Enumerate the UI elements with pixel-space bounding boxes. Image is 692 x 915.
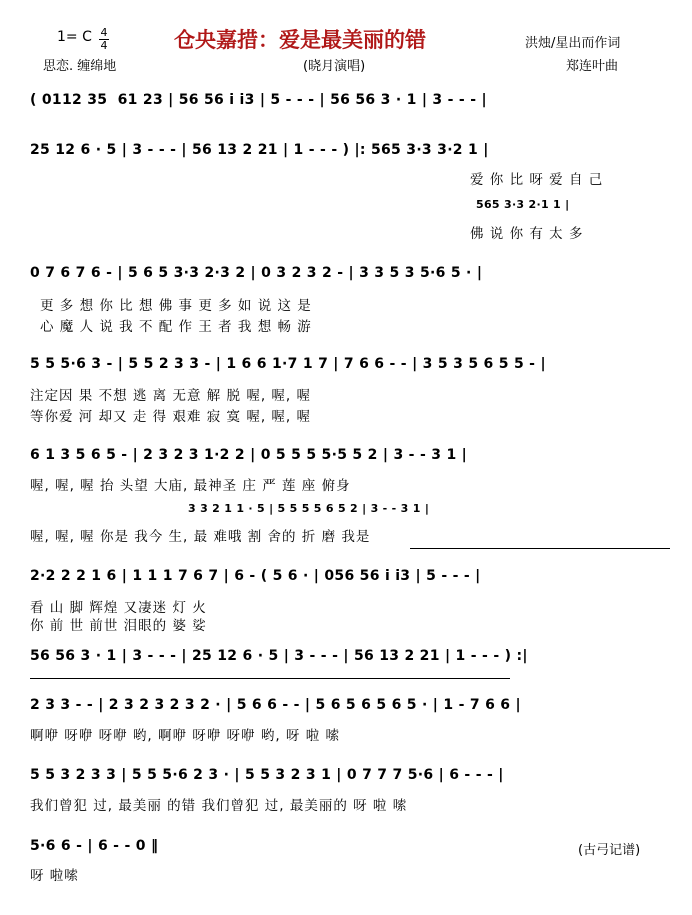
score-line-5-lyrics-1: 注定因 果 不想 逃 离 无意 解 脱 喔, 喔, 喔 — [30, 388, 311, 404]
score-line-5-notes: 5 5 5·6 3 - | 5 5 2 3 3 - | 1 6 6 1·7 1 7 | 7 6 6 - - | 3 5 3 5 6 5 5 - | — [30, 356, 546, 372]
score-line-7-notes: 3 3 2 1 1 · 5 | 5 5 5 5 6 5 2 | 3 - - 3 1 | — [188, 502, 430, 515]
score-line-2-notes: 25 12 6 · 5 | 3 - - - | 56 13 2 21 | 1 - - - ) |: 565 3·3 3·2 1 | — [30, 142, 489, 158]
score-line-8-notes: 2·2 2 2 1 6 | 1 1 1 7 6 7 | 6 - ( 5 6 · | 056 56 i i3 | 5 - - - | — [30, 568, 481, 584]
score-line-1-notes: ( 0112 35 61 23 | 56 56 i i3 | 5 - - - | 56 56 3 · 1 | 3 - - - | — [30, 92, 487, 108]
score-line-11-notes: 5 5 3 2 3 3 | 5 5 5·6 2 3 · | 5 5 3 2 3 1 | 0 7 7 7 5·6 | 6 - - - | — [30, 767, 504, 783]
composer: 郑连叶曲 — [566, 59, 619, 74]
song-title: 仓央嘉措：爱是最美丽的错 — [174, 28, 426, 52]
score-line-3-notes: 565 3·3 2·1 1 | — [476, 198, 570, 211]
score-line-2-lyrics: 爱 你 比 呀 爱 自 己 — [470, 172, 604, 188]
score-line-4-lyrics-1: 更 多 想 你 比 想 佛 事 更 多 如 说 这 是 — [40, 298, 312, 314]
score-line-6-notes: 6 1 3 5 6 5 - | 2 3 2 3 1·2 2 | 0 5 5 5 5·5 5 2 | 3 - - 3 1 | — [30, 447, 468, 463]
score-line-3-lyrics: 佛 说 你 有 太 多 — [470, 226, 584, 242]
score-line-12-lyrics: 呀 啦嗦 — [30, 868, 79, 884]
score-line-8-lyrics-2: 你 前 世 前世 泪眼的 婆 娑 — [30, 618, 207, 634]
lyricist: 洪烛/星出而作词 — [525, 36, 621, 51]
score-line-10-notes: 2 3 3 - - | 2 3 2 3 2 3 2 · | 5 6 6 - - | 5 6 5 6 5 6 5 · | 1 - 7 6 6 | — [30, 697, 521, 713]
score-line-9-notes: 56 56 3 · 1 | 3 - - - | 25 12 6 · 5 | 3 - - - | 56 13 2 21 | 1 - - - ) :| — [30, 648, 528, 664]
score-line-10-lyrics: 啊咿 呀咿 呀咿 哟, 啊咿 呀咿 呀咿 哟, 呀 啦 嗦 — [30, 728, 340, 744]
time-signature-bottom: 4 — [100, 39, 108, 52]
score-line-8-lyrics-1: 看 山 脚 辉煌 又凄迷 灯 火 — [30, 600, 207, 616]
score-line-4-notes: 0 7 6 7 6 - | 5 6 5 3·3 2·3 2 | 0 3 2 3 2 - | 3 3 5 3 5·6 5 · | — [30, 265, 483, 281]
singer: (晓月演唱) — [303, 59, 366, 74]
score-line-6-lyrics: 喔, 喔, 喔 抬 头望 大庙, 最神圣 庄 严 莲 座 俯身 — [30, 478, 351, 494]
score-line-11-lyrics: 我们曾犯 过, 最美丽 的错 我们曾犯 过, 最美丽的 呀 啦 嗦 — [30, 798, 408, 814]
volta-line-2 — [30, 678, 510, 679]
key-signature: 1= C — [57, 29, 92, 45]
performance-style: 思恋. 缠绵地 — [43, 59, 117, 74]
score-line-12-notes: 5·6 6 - | 6 - - 0 ‖ — [30, 838, 159, 854]
transcriber-note: (古弓记谱) — [578, 843, 641, 858]
score-line-4-lyrics-2: 心 魔 人 说 我 不 配 作 王 者 我 想 畅 游 — [40, 319, 312, 335]
volta-line-1 — [410, 548, 670, 549]
time-signature-top: 4 — [100, 26, 108, 39]
score-line-7-lyrics: 喔, 喔, 喔 你是 我今 生, 最 难哦 割 舍的 折 磨 我是 — [30, 529, 371, 545]
score-line-5-lyrics-2: 等你爱 河 却又 走 得 艰难 寂 寞 喔, 喔, 喔 — [30, 409, 311, 425]
